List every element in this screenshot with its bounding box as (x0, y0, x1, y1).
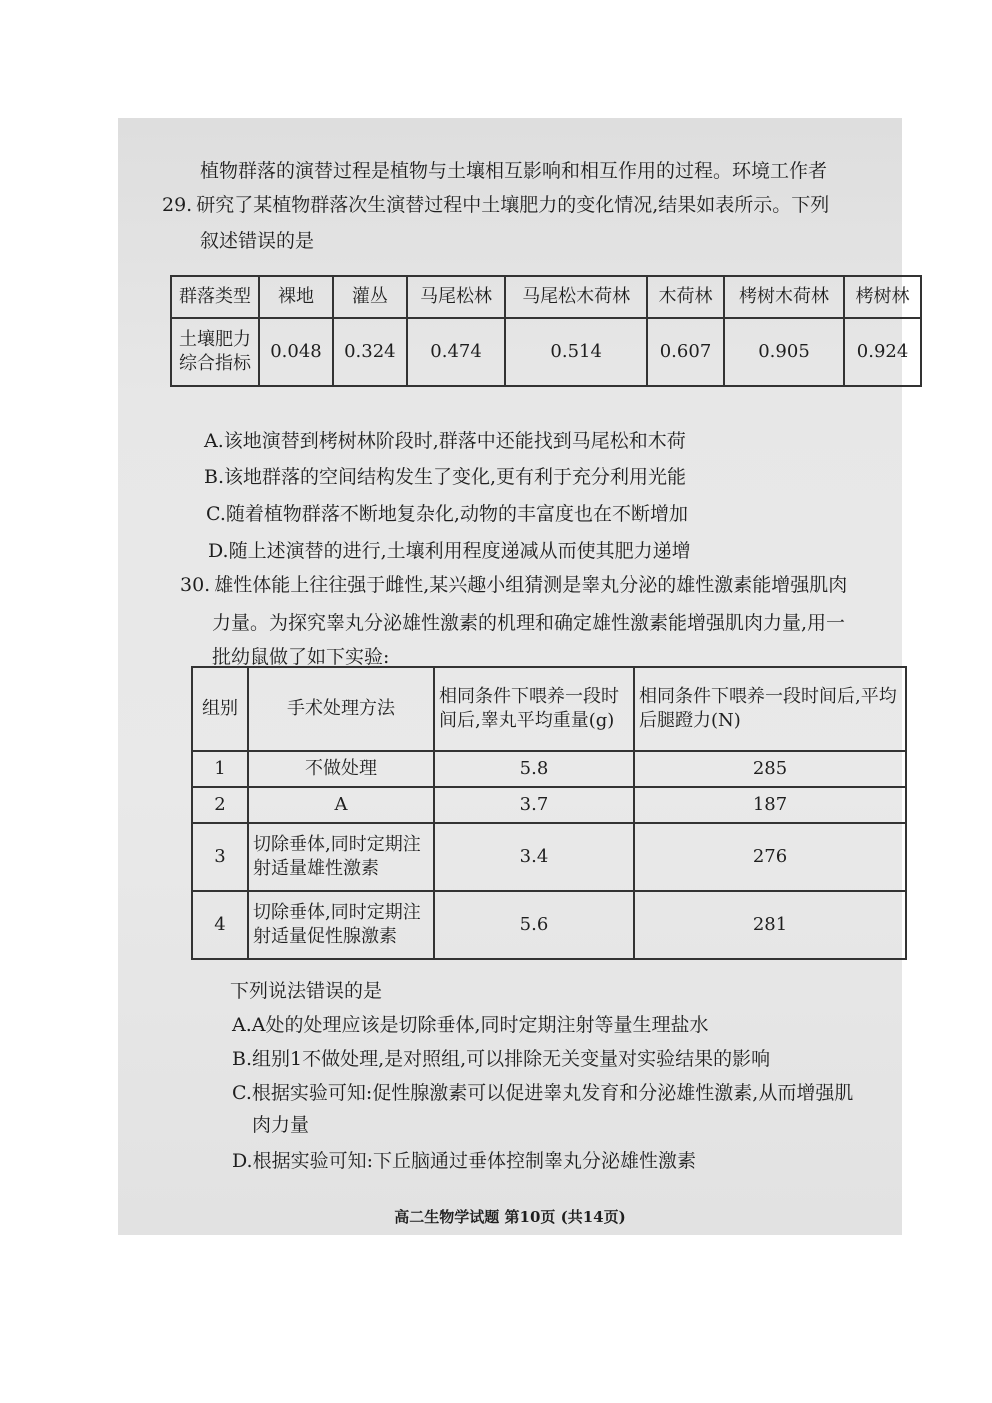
q30-weight: 3.4 (434, 823, 634, 891)
q29-line3: 叙述错误的是 (200, 230, 315, 252)
q30-line3: 批幼鼠做了如下实验: (212, 646, 390, 668)
q29-col: 木荷林 (647, 276, 724, 318)
q29-value: 0.924 (844, 318, 921, 386)
photographed-page (118, 118, 910, 1235)
q29-col: 裸地 (259, 276, 333, 318)
q29-table (170, 275, 922, 387)
q30-weight: 5.6 (434, 891, 634, 959)
q30-header-method: 手术处理方法 (248, 667, 434, 751)
q30-method: 切除垂体,同时定期注射适量雄性激素 (248, 823, 434, 891)
table-row (192, 891, 906, 959)
q30-group: 3 (192, 823, 248, 891)
q30-line1: 30. 雄性体能上往往强于雌性,某兴趣小组猜测是睾丸分泌的雄性激素能增强肌肉 (180, 574, 848, 596)
q29-col: 栲树木荷林 (724, 276, 844, 318)
q30-header-force: 相同条件下喂养一段时间后,平均后腿蹬力(N) (634, 667, 906, 751)
q30-lead: 下列说法错误的是 (230, 980, 383, 1002)
q30-number: 30. (180, 574, 211, 596)
q29-value: 0.905 (724, 318, 844, 386)
q29-option-d: D.随上述演替的进行,土壤利用程度递减从而使其肥力递增 (208, 540, 691, 562)
q30-option-c: C.根据实验可知:促性腺激素可以促进睾丸发育和分泌雄性激素,从而增强肌 (232, 1082, 854, 1104)
q29-value: 0.514 (505, 318, 647, 386)
q30-header-weight: 相同条件下喂养一段时间后,睾丸平均重量(g) (434, 667, 634, 751)
q29-number: 29. (162, 194, 193, 216)
q29-col: 马尾松木荷林 (505, 276, 647, 318)
q30-option-c-cont: 肉力量 (252, 1114, 310, 1136)
q29-option-b: B.该地群落的空间结构发生了变化,更有利于充分利用光能 (204, 466, 687, 488)
q29-col: 马尾松林 (407, 276, 506, 318)
q30-option-d: D.根据实验可知:下丘脑通过垂体控制睾丸分泌雄性激素 (232, 1150, 696, 1172)
q30-option-a: A.A处的处理应该是切除垂体,同时定期注射等量生理盐水 (232, 1014, 709, 1036)
q29-line1: 植物群落的演替过程是植物与土壤相互影响和相互作用的过程。环境工作者 (200, 160, 828, 182)
q30-weight: 5.8 (434, 751, 634, 787)
page-footer: 高二生物学试题 第10页 (共14页) (394, 1208, 626, 1226)
q30-force: 187 (634, 787, 906, 823)
q30-group: 4 (192, 891, 248, 959)
table-row (192, 751, 906, 787)
q30-weight: 3.7 (434, 787, 634, 823)
q29-row1-header: 群落类型 (171, 276, 259, 318)
q30-header-group: 组别 (192, 667, 248, 751)
q30-line2: 力量。为探究睾丸分泌雄性激素的机理和确定雄性激素能增强肌肉力量,用一 (212, 612, 846, 634)
q30-group: 1 (192, 751, 248, 787)
q30-method: 不做处理 (248, 751, 434, 787)
q29-option-c: C.随着植物群落不断地复杂化,动物的丰富度也在不断增加 (206, 503, 688, 525)
q30-option-b: B.组别1不做处理,是对照组,可以排除无关变量对实验结果的影响 (232, 1048, 771, 1070)
q29-value: 0.474 (407, 318, 506, 386)
q30-group: 2 (192, 787, 248, 823)
q30-force: 285 (634, 751, 906, 787)
q29-row2-header: 土壤肥力综合指标 (171, 318, 259, 386)
q30-table (191, 666, 907, 960)
q29-option-a: A.该地演替到栲树林阶段时,群落中还能找到马尾松和木荷 (204, 430, 686, 452)
table-row (192, 787, 906, 823)
table-row (192, 823, 906, 891)
q29-col: 栲树林 (844, 276, 921, 318)
q30-force: 276 (634, 823, 906, 891)
q29-value: 0.607 (647, 318, 724, 386)
q30-method: 切除垂体,同时定期注射适量促性腺激素 (248, 891, 434, 959)
q29-value: 0.048 (259, 318, 333, 386)
q30-method: A (248, 787, 434, 823)
q30-force: 281 (634, 891, 906, 959)
q29-line2: 29. 研究了某植物群落次生演替过程中土壤肥力的变化情况,结果如表所示。下列 (162, 194, 830, 216)
q29-col: 灌丛 (333, 276, 407, 318)
q29-value: 0.324 (333, 318, 407, 386)
